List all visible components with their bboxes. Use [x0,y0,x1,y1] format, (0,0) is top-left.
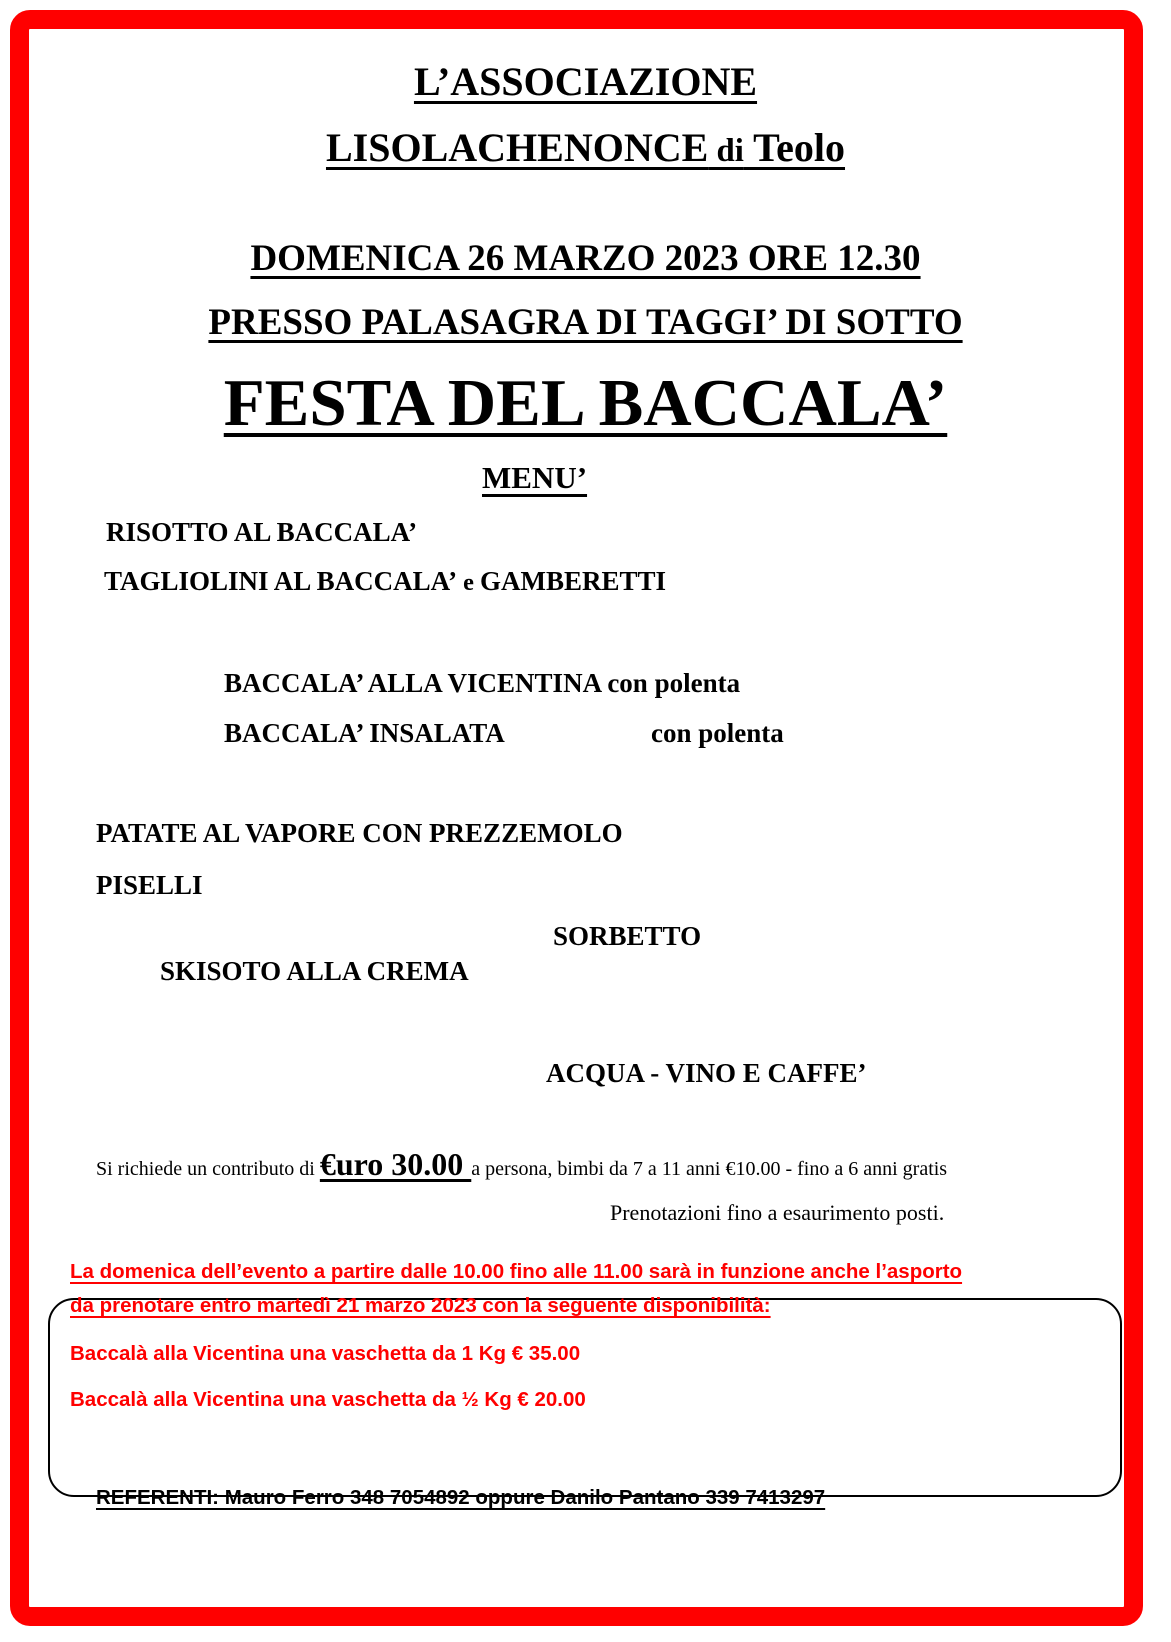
association-title [0,59,1171,104]
association-name-di: di [708,133,744,169]
menu-drinks: ACQUA - VINO E CAFFE’ [546,1058,867,1088]
association-town: Teolo [743,125,846,170]
takeaway-line-1: La domenica dell’evento a partire dalle 10.00 fino alle 11.00 sarà in funzione anche l’asporto [70,1260,963,1283]
menu-main-course-2-b: con polenta [651,718,784,748]
event-title: FESTA DEL BACCALA’ [223,366,948,440]
pricing-price: €uro 30.00 [319,1146,472,1182]
menu-main-course-2-a: BACCALA’ INSALATA [224,718,505,748]
menu-heading: MENU’ [482,460,588,495]
pricing-prefix: Si richiede un contributo di [96,1158,320,1180]
pricing-line [96,1148,947,1180]
menu-side-2: PISELLI [96,870,203,900]
menu-first-course-2 [104,568,666,595]
menu-side-1: PATATE AL VAPORE CON PREZZEMOLO [96,818,623,848]
contacts-line: REFERENTI: Mauro Ferro 348 7054892 oppure Danilo Pantano 339 7413297 [96,1486,826,1509]
menu-first-course-2-b: e [457,569,481,596]
pricing-suffix: a persona, bimbi da 7 a 11 anni €10.00 - fino a 6 anni gratis [471,1158,948,1180]
association-name [0,125,1171,170]
takeaway-item-1: Baccalà alla Vicentina una vaschetta da 1 Kg € 35.00 [70,1342,581,1365]
booking-note: Prenotazioni fino a esaurimento posti. [610,1200,945,1225]
association-name-main: LISOLACHENONCE [325,125,709,170]
menu-dessert-1: SORBETTO [553,921,702,951]
takeaway-line-2: da prenotare entro martedì 21 marzo 2023 con la seguente disponibilità: [70,1294,771,1317]
menu-main-course-1-a: BACCALA’ ALLA VICENTINA [224,668,601,698]
menu-dessert-2: SKISOTO ALLA CREMA [160,956,469,986]
menu-first-course-2-c: GAMBERETTI [480,566,667,596]
event-date-time: DOMENICA 26 MARZO 2023 ORE 12.30 [250,238,921,279]
event-location: PRESSO PALASAGRA DI TAGGI’ DI SOTTO [208,302,963,343]
menu-first-course-1: RISOTTO AL BACCALA’ [106,517,418,547]
menu-main-course-1-b: con polenta [600,668,741,698]
takeaway-item-2: Baccalà alla Vicentina una vaschetta da ½ Kg € 20.00 [70,1388,586,1411]
association-line: L’ASSOCIAZIONE [413,59,758,104]
menu-main-course-1 [224,670,740,697]
menu-first-course-2-a: TAGLIOLINI AL BACCALA’ [104,566,458,596]
